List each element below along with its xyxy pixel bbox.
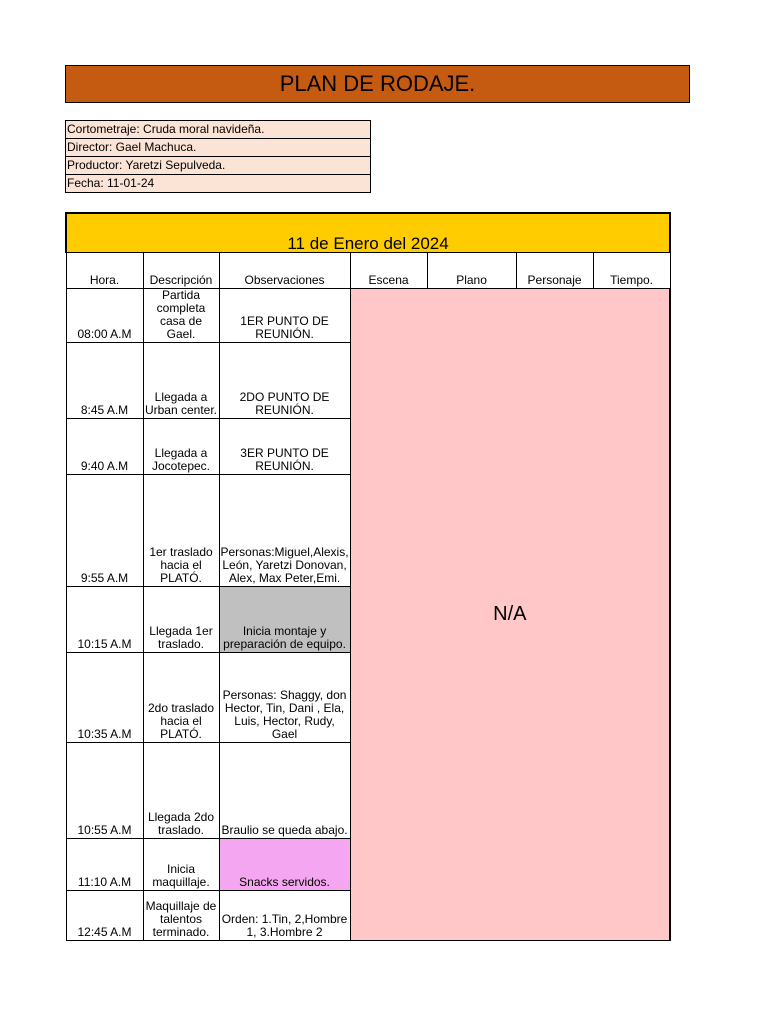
schedule-date[interactable]: 11 de Enero del 2024 [66,213,670,253]
cell-observaciones[interactable] [219,653,350,743]
page-title [65,65,690,103]
table-row [66,289,670,343]
cell-descripcion-text: Llegada a Urban center. [144,390,218,417]
cell-hora[interactable]: 11:10 A.M [66,839,143,891]
cell-observaciones-text: 3ER PUNTO DE REUNIÓN. [240,446,329,473]
cell-observaciones-text: Personas: Shaggy, don Hector, Tin, Dani , Ela, Luis, Hector, Rudy, Gael [222,688,347,741]
column-header-tiempo[interactable]: Tiempo. [593,253,670,289]
column-header-observaciones-text: Observaciones [244,273,325,287]
info-cortometraje[interactable]: Cortometraje: Cruda moral navideña. [66,121,371,139]
cell-hora[interactable]: 08:00 A.M [66,289,143,343]
cell-descripcion-text: Partida completa casa de Gael. [156,288,206,341]
page-title-text: PLAN DE RODAJE. [279,71,476,96]
cell-observaciones-text: Snacks servidos. [239,875,330,889]
info-row [66,175,371,193]
cell-descripcion[interactable] [143,653,219,743]
cell-descripcion-text: Inicia maquillaje. [152,862,210,889]
cell-observaciones-text: Orden: 1.Tin, 2,Hombre 1, 3.Hombre 2 [221,912,348,939]
cell-hora[interactable]: 9:55 A.M [66,475,143,587]
cell-hora[interactable]: 10:35 A.M [66,653,143,743]
cell-descripcion[interactable] [143,587,219,653]
cell-descripcion[interactable] [143,891,219,941]
info-row [66,121,371,139]
schedule-date-row [66,213,670,253]
cell-hora[interactable]: 8:45 A.M [66,343,143,419]
cell-observaciones-text: Inicia montaje y preparación de equipo. [223,624,346,651]
cell-observaciones[interactable] [219,289,350,343]
cell-observaciones[interactable] [219,839,350,891]
cell-descripcion-text: 2do traslado hacia el PLATÓ. [147,701,215,741]
cell-hora[interactable]: 9:40 A.M [66,419,143,475]
column-header-observaciones[interactable] [219,253,350,289]
cell-hora[interactable]: 10:15 A.M [66,587,143,653]
info-director[interactable]: Director: Gael Machuca. [66,139,371,157]
cell-observaciones[interactable] [219,743,350,839]
column-header-plano[interactable]: Plano [427,253,516,289]
cell-observaciones[interactable] [219,343,350,419]
cell-observaciones-text: 2DO PUNTO DE REUNIÓN. [239,390,330,417]
column-header-hora[interactable]: Hora. [66,253,143,289]
cell-descripcion[interactable] [143,839,219,891]
cell-descripcion-text: Llegada 1er traslado. [149,624,213,651]
cell-observaciones[interactable] [219,587,350,653]
column-header-descripcion[interactable]: Descripción [143,253,219,289]
cell-observaciones[interactable] [219,419,350,475]
cell-observaciones-text: Braulio se queda abajo. [221,823,348,837]
column-header-personaje[interactable]: Personaje [516,253,593,289]
cell-descripcion[interactable] [143,475,219,587]
cell-observaciones-text: Personas:Miguel,Alexis, León, Yaretzi Donovan, Alex, Max Peter,Emi. [220,545,349,585]
shooting-schedule-table [65,212,671,941]
cell-descripcion[interactable] [143,343,219,419]
info-fecha[interactable]: Fecha: 11-01-24 [66,175,371,193]
cell-descripcion-text: 1er traslado hacia el PLATÓ. [149,545,213,585]
cell-descripcion-text: Llegada 2do traslado. [147,810,215,837]
cell-descripcion[interactable] [143,743,219,839]
cell-descripcion-text: Llegada a Jocotepec. [151,446,211,473]
cell-hora[interactable]: 10:55 A.M [66,743,143,839]
cell-descripcion[interactable] [143,289,219,343]
cell-hora[interactable]: 12:45 A.M [66,891,143,941]
cell-observaciones[interactable] [219,475,350,587]
info-productor[interactable]: Productor: Yaretzi Sepulveda. [66,157,371,175]
cell-descripcion-text: Maquillaje de talentos terminado. [145,899,217,939]
info-row [66,157,371,175]
cell-descripcion[interactable] [143,419,219,475]
info-row [66,139,371,157]
na-merged-cell[interactable]: N/A [350,289,670,941]
column-header-escena[interactable]: Escena [350,253,427,289]
cell-observaciones-text: 1ER PUNTO DE REUNIÓN. [240,314,329,341]
schedule-header-row [66,253,670,289]
production-info-table [65,120,371,193]
cell-observaciones[interactable] [219,891,350,941]
